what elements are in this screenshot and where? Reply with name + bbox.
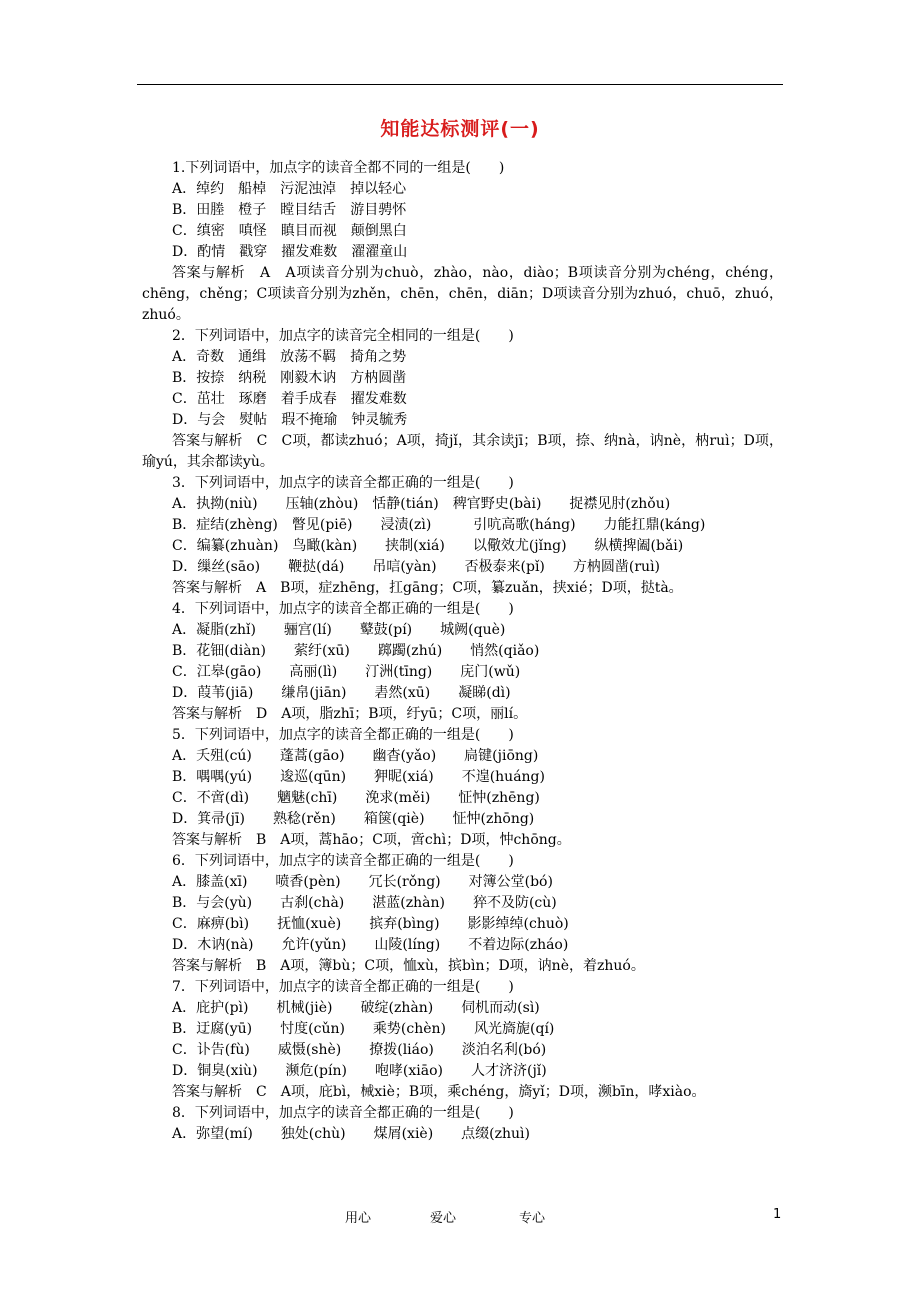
text-line: A．庇护(pì) 机械(jiè) 破绽(zhàn) 伺机而动(sì) [172,1000,540,1016]
text-line: B．迂腐(yū) 忖度(cǔn) 乘势(chèn) 风光旖旎(qí) [172,1021,555,1037]
text-line: C．江皋(gāo) 高丽(lì) 汀洲(tīng) 庑门(wǔ) [172,664,521,680]
text-line: B．花钿(diàn) 萦纡(xū) 踯躅(zhú) 悄然(qiǎo) [172,643,540,659]
text-line: A．执拗(niù) 压轴(zhòu) 恬静(tián) 稗官野史(bài) 捉襟见肘(zhǒu) [172,496,671,512]
text-line: D．缫丝(sāo) 鞭挞(dá) 吊唁(yàn) 否极泰来(pǐ) 方枘圆凿(ruì) [172,559,661,575]
footer-text-2: 爱心 [430,1211,457,1226]
text-line: 答案与解析 C C项，都读zhuó；A项，掎jǐ，其余读jī；B项，捺、纳nà，讷nè，枘ruì；D项，瑜yú，其余都读yù。 [142,433,783,470]
text-line: 答案与解析 B A项，簿bù；C项，恤xù，摈bìn；D项，讷nè，着zhuó。 [172,958,645,974]
text-line: 答案与解析 D A项，脂zhī；B项，纡yū；C项，丽lí。 [172,706,528,722]
text-line: A．凝脂(zhǐ) 骊宫(lí) 鼙鼓(pí) 城阙(què) [172,622,506,638]
text-line: 3．下列词语中，加点字的读音全都正确的一组是( ) [172,475,514,491]
text-line: A．弥望(mí) 独处(chù) 煤屑(xiè) 点缀(zhuì) [172,1126,530,1142]
text-line: 答案与解析 C A项，庇bì，械xiè；B项，乘chéng，旖yǐ；D项，濒bīn，哮xiào。 [172,1084,706,1100]
text-line: C．编纂(zhuàn) 鸟瞰(kàn) 挟制(xiá) 以儆效尤(jǐng) 纵横捭阖(bǎi) [172,538,684,554]
text-line: A．夭殂(cú) 蓬蒿(gāo) 幽杳(yǎo) 扃键(jiōng) [172,748,539,764]
text-line: 2．下列词语中，加点字的读音完全相同的一组是( ) [172,328,514,344]
text-line: 8．下列词语中，加点字的读音全都正确的一组是( ) [172,1105,514,1121]
text-line: A．奇数 通缉 放荡不羁 掎角之势 [172,349,407,365]
text-line: B．田塍 橙子 瞠目结舌 游目骋怀 [172,202,407,218]
footer-text-3: 专心 [519,1211,546,1226]
text-line: C．缜密 嗔怪 瞋目而视 颠倒黑白 [172,223,407,239]
text-line: 答案与解析 A B项，症zhēng，扛gāng；C项，纂zuǎn，挟xié；D项，挞tà。 [172,580,683,596]
text-line: 7．下列词语中，加点字的读音全都正确的一组是( ) [172,979,514,995]
text-line: 5．下列词语中，加点字的读音全都正确的一组是( ) [172,727,514,743]
footer-text-1: 用心 [345,1211,372,1226]
text-line: 答案与解析 A A项读音分别为chuò，zhào，nào，diào；B项读音分别为chéng，chéng，chēng，chěng；C项读音分别为zhěn，chēn，chēn，diān；D项读音分别为zhuó，chuō，zhuó，zhuó。 [142,265,783,323]
page-title: 知能达标测评(一) [380,118,540,140]
text-line: D．木讷(nà) 允许(yǔn) 山陵(líng) 不着边际(zháo) [172,937,569,953]
text-line: C．不啻(dì) 魑魅(chī) 浼求(měi) 怔忡(zhēng) [172,790,540,806]
text-line: 1.下列词语中，加点字的读音全都不同的一组是( ) [172,160,505,176]
text-line: B．症结(zhèng) 瞥见(piē) 浸渍(zì) 引吭高歌(háng) 力能扛鼎(káng) [172,517,706,533]
text-line: D．酌情 戳穿 擢发难数 濯濯童山 [172,244,408,260]
text-line: D．箕帚(jī) 熟稔(rěn) 箱箧(qiè) 怔忡(zhōng) [172,811,535,827]
document-body [142,158,783,1145]
text-line: B．与会(yù) 古刹(chà) 湛蓝(zhàn) 猝不及防(cù) [172,895,557,911]
text-line: 答案与解析 B A项，蒿hāo；C项，啻chì；D项，忡chōng。 [172,832,571,848]
text-line: C．茁壮 琢磨 着手成春 擢发难数 [172,391,407,407]
header-rule [137,84,783,85]
page-number: 1 [773,1207,782,1222]
text-line: A．膝盖(xī) 喷香(pèn) 冗长(rǒng) 对簿公堂(bó) [172,874,553,890]
text-line: B．按捺 纳税 刚毅木讷 方枘圆凿 [172,370,407,386]
text-line: 4．下列词语中，加点字的读音全都正确的一组是( ) [172,601,514,617]
text-line: D．葭苇(jiā) 缣帛(jiān) 砉然(xū) 凝睇(dì) [172,685,511,701]
text-line: A．绰约 船棹 污泥浊淖 掉以轻心 [172,181,407,197]
text-line: D．铜臭(xiù) 濒危(pín) 咆哮(xiāo) 人才济济(jǐ) [172,1063,547,1079]
text-line: C．讣告(fù) 威慑(shè) 撩拨(liáo) 淡泊名利(bó) [172,1042,547,1058]
text-line: B．喁喁(yú) 逡巡(qūn) 狎昵(xiá) 不遑(huáng) [172,769,545,785]
text-line: D．与会 熨帖 瑕不掩瑜 钟灵毓秀 [172,412,408,428]
text-line: C．麻痹(bì) 抚恤(xuè) 摈弃(bìng) 影影绰绰(chuò) [172,916,569,932]
text-line: 6．下列词语中，加点字的读音全都正确的一组是( ) [172,853,514,869]
